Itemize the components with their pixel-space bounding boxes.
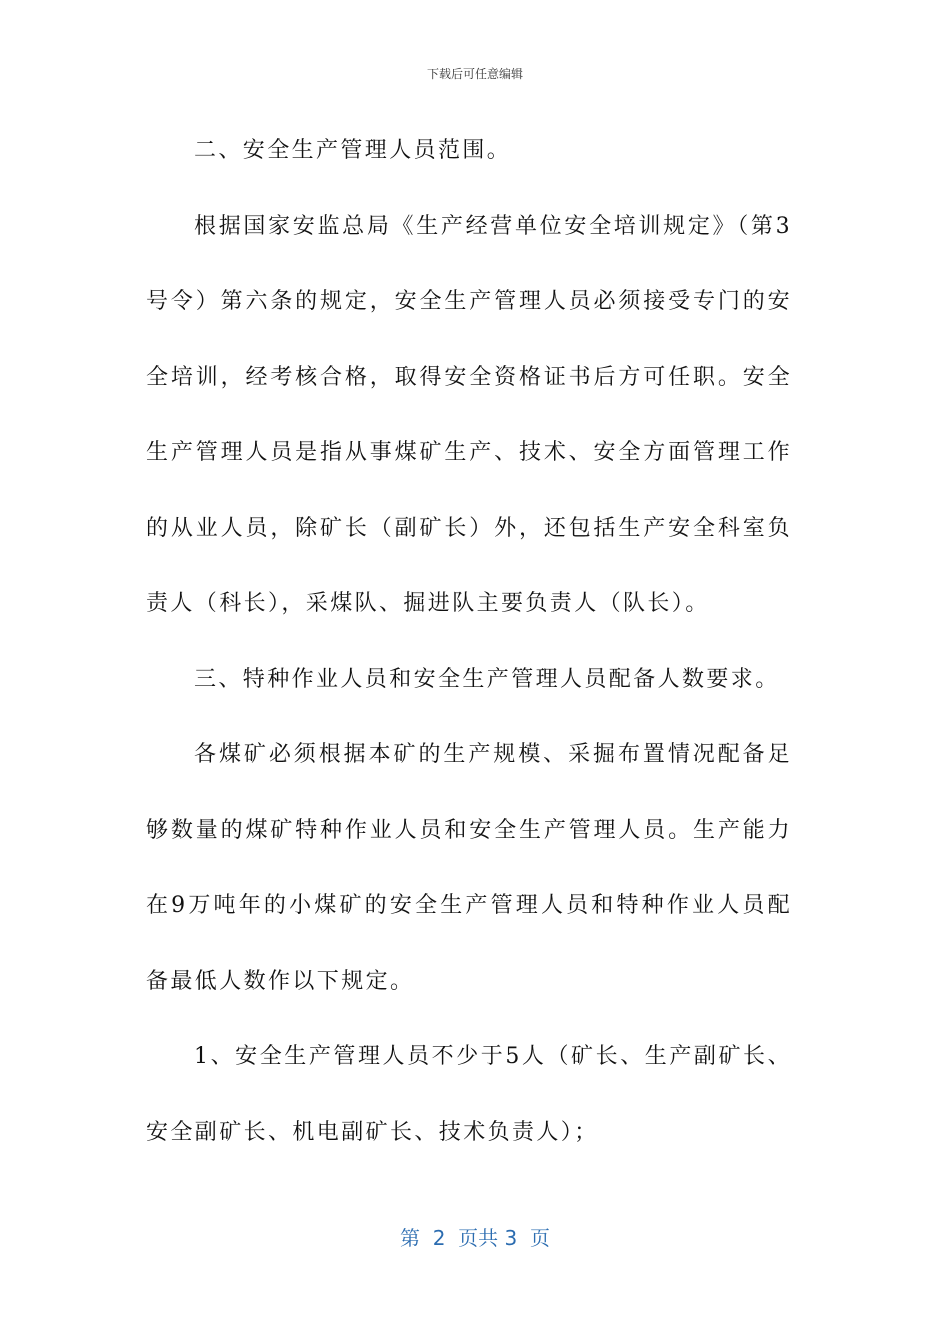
footer-total-pages: 3: [504, 1226, 518, 1250]
footer-label-ye: 页: [529, 1226, 550, 1250]
page-header: 下载后可任意编辑: [426, 67, 523, 81]
paragraph-management-scope: 根据国家安监总局《生产经营单位安全培训规定》（第3号令）第六条的规定，安全生产管理人员必须接受专门的安全培训，经考核合格，取得安全资格证书后方可任职。安全生产管理人员是指从事煤矿生产、技术、安全方面管理工作的从业人员，除矿长（副矿长）外，还包括生产安全科室负责人（科长），采煤队、掘进队主要负责人（队长）。: [146, 213, 792, 616]
footer-label-ye-gong: 页共: [458, 1226, 499, 1250]
list-item-1: 1、安全生产管理人员不少于5人（矿长、生产副矿长、安全副矿长、机电副矿长、技术负责人）；: [146, 1044, 792, 1145]
section-heading-2: 二、安全生产管理人员范围。: [194, 138, 512, 163]
paragraph-staffing-requirement: 各煤矿必须根据本矿的生产规模、采掘布置情况配备足够数量的煤矿特种作业人员和安全生产管理人员。生产能力在9万吨年的小煤矿的安全生产管理人员和特种作业人员配备最低人数作以下规定。: [146, 742, 792, 994]
page-footer: [0, 1224, 950, 1252]
footer-current-page: 2: [432, 1226, 446, 1250]
section-heading-3: 三、特种作业人员和安全生产管理人员配备人数要求。: [194, 666, 780, 692]
footer-label-di: 第: [400, 1226, 420, 1250]
document-body: [146, 113, 792, 1170]
